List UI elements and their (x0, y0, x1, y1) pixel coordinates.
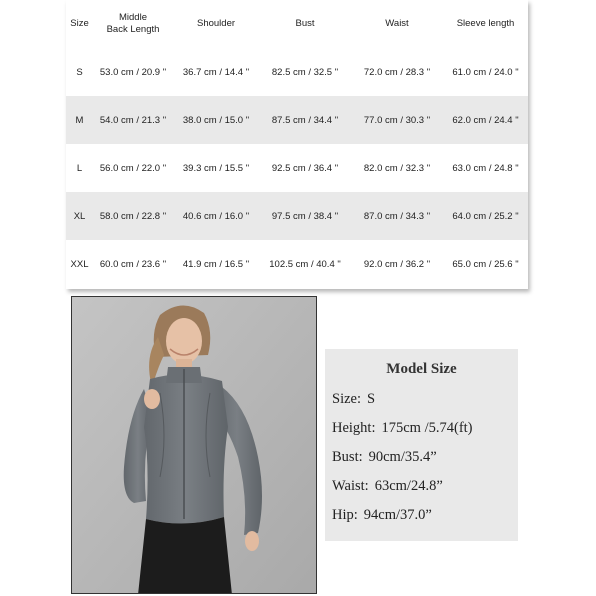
model-photo (71, 296, 317, 594)
table-row (66, 192, 528, 240)
cell-bust: 97.5 cm / 38.4 " (271, 210, 339, 222)
hip-value: 94cm/37.0” (363, 507, 432, 523)
cell-sleeve: 61.0 cm / 24.0 " (452, 66, 519, 78)
cell-bust: 102.5 cm / 40.4 " (269, 258, 341, 270)
cell-back-length: 54.0 cm / 21.3 " (99, 114, 167, 126)
cell-size: S (76, 66, 83, 78)
header-shoulder: Shoulder (196, 18, 236, 29)
height-label: Height: (332, 420, 376, 436)
cell-size: L (76, 162, 83, 174)
cell-sleeve: 64.0 cm / 25.2 " (452, 210, 519, 222)
size-chart-header-row (66, 0, 528, 48)
cell-shoulder: 40.6 cm / 16.0 " (182, 210, 250, 222)
header-back-length (93, 0, 173, 48)
table-row (66, 96, 528, 144)
cell-back-length: 60.0 cm / 23.6 " (99, 258, 167, 270)
table-row (66, 144, 528, 192)
cell-size: XL (73, 210, 86, 222)
hand-left (144, 389, 160, 409)
size-chart (66, 0, 528, 289)
header-bust: Bust (295, 18, 315, 29)
cell-waist: 77.0 cm / 30.3 " (363, 114, 431, 126)
face (166, 318, 202, 364)
header-sleeve: Sleeve length (456, 18, 515, 29)
height-value: 175cm /5.74(ft) (381, 420, 473, 436)
model-waist-row (332, 478, 443, 495)
cell-back-length: 53.0 cm / 20.9 " (99, 66, 167, 78)
bust-value: 90cm/35.4” (368, 449, 437, 465)
header-size: Size (70, 18, 89, 29)
cell-shoulder: 36.7 cm / 14.4 " (182, 66, 250, 78)
header-waist: Waist (385, 18, 409, 29)
model-illustration (72, 297, 317, 594)
cell-sleeve: 62.0 cm / 24.4 " (452, 114, 519, 126)
size-label: Size: (332, 391, 361, 407)
model-size-panel (325, 349, 518, 541)
cell-bust: 82.5 cm / 32.5 " (271, 66, 339, 78)
model-bust-row (332, 449, 437, 466)
model-size-title: Model Size (386, 361, 457, 377)
header-back-length-line2: Back Length (106, 24, 160, 35)
cell-back-length: 58.0 cm / 22.8 " (99, 210, 167, 222)
cell-sleeve: 65.0 cm / 25.6 " (452, 258, 519, 270)
cell-waist: 72.0 cm / 28.3 " (363, 66, 431, 78)
model-hip-row (332, 507, 432, 524)
leggings (138, 517, 232, 594)
waist-label: Waist: (332, 478, 369, 494)
cell-waist: 82.0 cm / 32.3 " (363, 162, 431, 174)
size-chart-table (66, 0, 528, 288)
cell-size: XXL (70, 258, 89, 270)
cell-size: M (75, 114, 84, 126)
cell-shoulder: 41.9 cm / 16.5 " (182, 258, 250, 270)
cell-bust: 87.5 cm / 34.4 " (271, 114, 339, 126)
model-size-row (332, 391, 375, 408)
model-height-row (332, 420, 473, 437)
bust-label: Bust: (332, 449, 363, 465)
hand-right (245, 531, 259, 551)
waist-value: 63cm/24.8” (374, 478, 443, 494)
cell-bust: 92.5 cm / 36.4 " (271, 162, 339, 174)
cell-sleeve: 63.0 cm / 24.8 " (452, 162, 519, 174)
cell-shoulder: 39.3 cm / 15.5 " (182, 162, 250, 174)
header-back-length-line1: Middle (119, 12, 147, 23)
cell-shoulder: 38.0 cm / 15.0 " (182, 114, 250, 126)
table-row (66, 48, 528, 96)
hip-label: Hip: (332, 507, 358, 523)
cell-back-length: 56.0 cm / 22.0 " (99, 162, 167, 174)
table-row (66, 240, 528, 288)
cell-waist: 87.0 cm / 34.3 " (363, 210, 431, 222)
cell-waist: 92.0 cm / 36.2 " (363, 258, 431, 270)
size-value: S (367, 391, 376, 407)
